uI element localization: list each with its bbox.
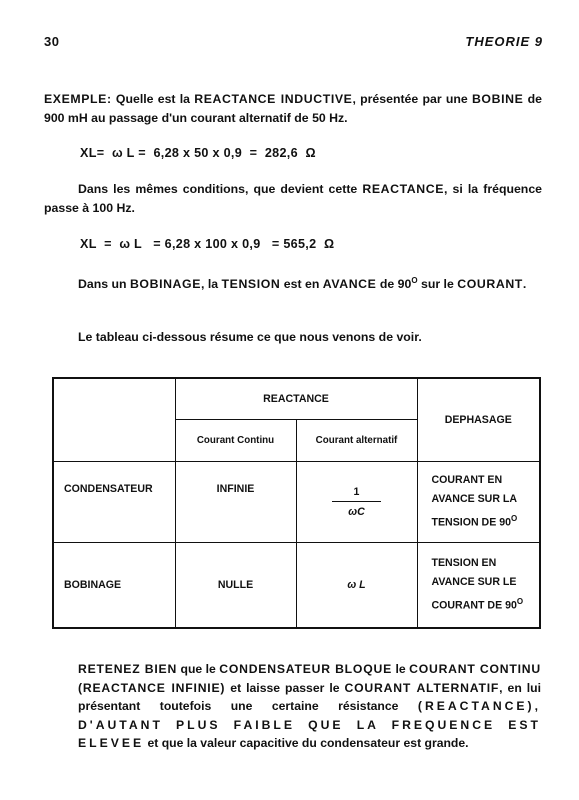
conclusion-text-4: , en lui présentant toutefois une certaine résistance — [78, 680, 541, 714]
phase-text-3: est en — [280, 277, 323, 292]
example-keyword-reactance: REACTANCE INDUCTIVE — [194, 92, 353, 106]
dephasage-line: AVANCE SUR LA — [431, 493, 518, 506]
conclusion-paragraph — [78, 660, 541, 753]
phase-keyword-courant: COURANT — [457, 277, 523, 292]
phase-text-5: sur le — [417, 277, 458, 292]
conclusion-text-3: et laisse passer le — [225, 680, 345, 695]
table-corner-cell — [53, 378, 175, 462]
row-label-bobinage: BOBINAGE — [53, 542, 175, 628]
col-header-continu: Courant Continu — [175, 419, 296, 461]
summary-intro: Le tableau ci-dessous résume ce que nous venons de voir. — [78, 330, 422, 344]
conditions-keyword: REACTANCE — [362, 182, 445, 196]
page-header — [44, 34, 543, 54]
summary-table — [52, 377, 541, 629]
conclusion-kw-courant-continu: COURANT CONTINU (REACTANCE INFINIE) — [78, 662, 541, 695]
phase-keyword-avance: AVANCE — [322, 277, 377, 292]
example-keyword-bobine: BOBINE — [471, 92, 524, 106]
reactance-header: REACTANCE — [175, 378, 417, 419]
reactance-fraction — [332, 486, 381, 518]
dephasage-line: TENSION EN — [431, 557, 497, 570]
conclusion-text-2: le — [392, 662, 410, 676]
conclusion-kw-retenez: RETENEZ BIEN — [78, 662, 178, 676]
table-row-bobinage — [53, 542, 540, 628]
phase-text-1: Dans un — [78, 277, 130, 292]
conclusion-kw-reactance: (REACTANCE), D'AUTANT PLUS FAIBLE QUE LA FREQUENCE EST ELEVEE — [78, 699, 541, 751]
condensateur-dephasage — [417, 462, 540, 543]
fraction-numerator: 1 — [353, 485, 360, 498]
page-number: 30 — [44, 34, 60, 49]
conditions-paragraph — [44, 180, 542, 218]
conditions-text-1: Dans les mêmes conditions, que devient cette — [78, 182, 363, 196]
dephasage-line: TENSION DE 90 — [431, 516, 511, 529]
dephasage-header: DEPHASAGE — [417, 378, 540, 462]
fraction-denominator: ωC — [332, 501, 381, 518]
degree-mark: O — [511, 514, 518, 524]
chapter-title: THEORIE 9 — [465, 34, 543, 49]
condensateur-alternatif — [296, 462, 417, 543]
phase-keyword-tension: TENSION — [221, 277, 281, 292]
table-row-condensateur — [53, 462, 540, 543]
equation-50hz: XL= ω L = 6,28 x 50 x 0,9 = 282,6 Ω — [80, 146, 316, 160]
degree-mark: O — [411, 276, 418, 285]
conclusion-kw-courant-alternatif: COURANT ALTERNATIF — [344, 680, 500, 695]
dephasage-line: COURANT EN — [431, 474, 503, 487]
bobinage-dephasage — [417, 542, 540, 628]
conclusion-text-1: que le — [177, 662, 220, 676]
row-label-condensateur: CONDENSATEUR — [53, 462, 175, 543]
bobinage-continu: NULLE — [175, 542, 296, 628]
phase-text-6: . — [522, 277, 527, 292]
condensateur-continu: INFINIE — [175, 462, 296, 543]
conclusion-text-5: et que la valeur capacitive du condensateur est grande. — [144, 736, 469, 751]
phase-paragraph — [78, 271, 542, 294]
conditions-text-2: , si la fréquence passe à 100 Hz. — [44, 182, 543, 215]
dephasage-line: COURANT DE 90 — [431, 599, 517, 612]
example-text-2: , présentée par une — [352, 92, 472, 106]
phase-text-4: de 90 — [376, 277, 412, 292]
conclusion-kw-condensateur: CONDENSATEUR BLOQUE — [219, 662, 393, 676]
example-lead: EXEMPLE: — [44, 92, 112, 106]
example-paragraph — [44, 90, 542, 128]
equation-100hz: XL = ω L = 6,28 x 100 x 0,9 = 565,2 Ω — [80, 237, 335, 251]
phase-text-2: , la — [201, 277, 222, 292]
example-text-3: de 900 mH au passage d'un courant alternatif de 50 Hz. — [44, 92, 542, 125]
bobinage-alternatif: ω L — [296, 542, 417, 628]
degree-mark: O — [516, 597, 524, 607]
col-header-alternatif: Courant alternatif — [296, 419, 417, 461]
example-text-1: Quelle est la — [111, 92, 195, 106]
phase-keyword-bobinage: BOBINAGE — [129, 277, 202, 292]
dephasage-line: AVANCE SUR LE — [431, 576, 517, 589]
